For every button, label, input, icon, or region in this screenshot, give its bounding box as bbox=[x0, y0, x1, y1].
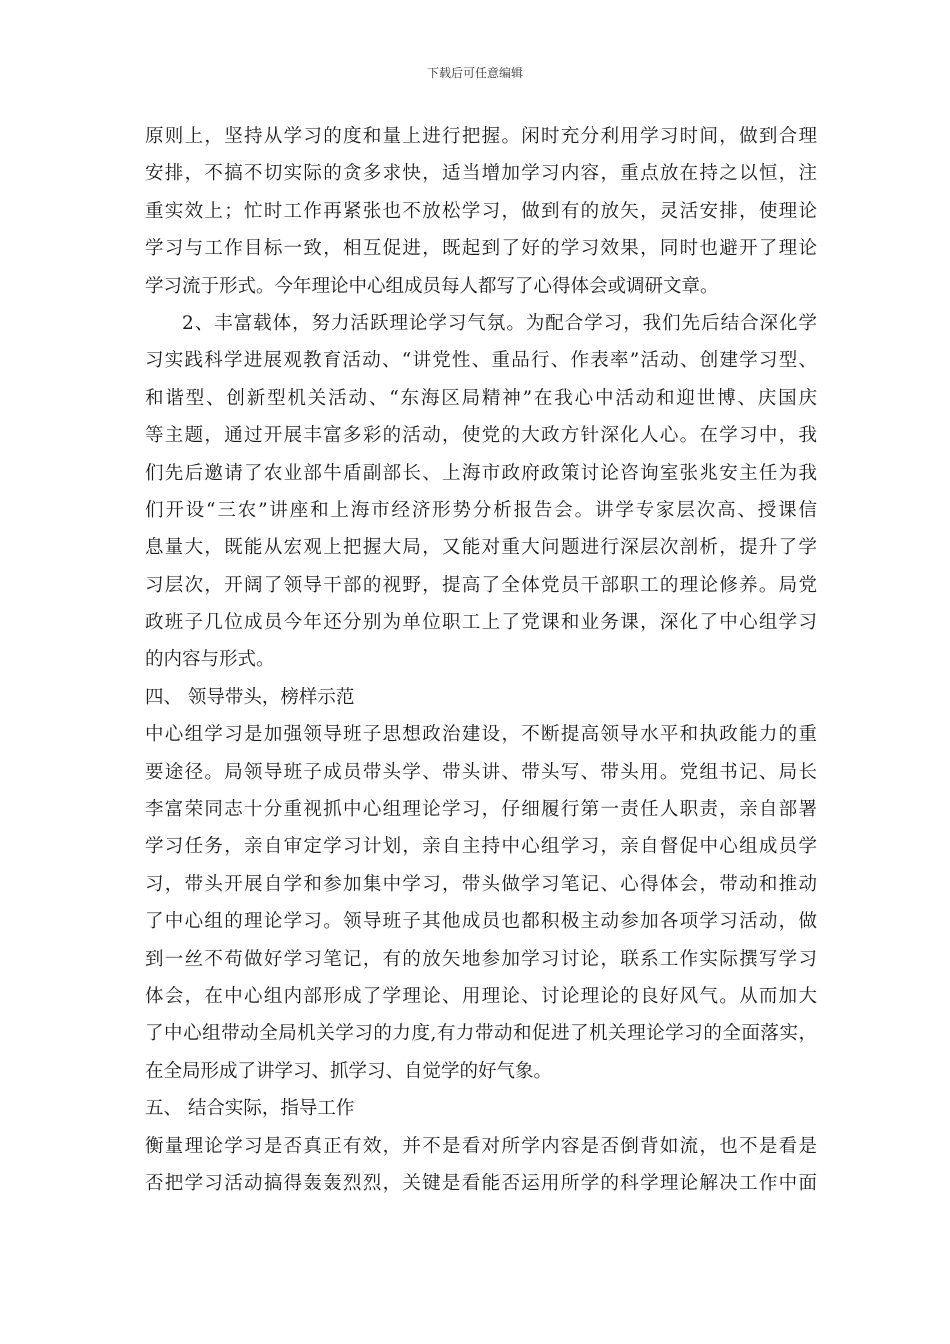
text-line: 和谐型、创新型机关活动、“东海区局精神”在我心中活动和迎世博、庆国庆 bbox=[145, 387, 817, 409]
text-line: 2、丰富载体，努力活跃理论学习气氛。为配合学习，我们先后结合深化学 bbox=[182, 312, 817, 334]
text-line: 要途径。局领导班子成员带头学、带头讲、带头写、带头用。党组书记、局长 bbox=[145, 761, 817, 783]
text-line: 学习与工作目标一致，相互促进，既起到了好的学习效果，同时也避开了理论 bbox=[145, 238, 817, 260]
page-header: 下载后可任意编辑 bbox=[426, 66, 523, 80]
text-line: 四、 领导带头，榜样示范 bbox=[145, 686, 355, 708]
text-line: 原则上，坚持从学习的度和量上进行把握。闲时充分利用学习时间，做到合理 bbox=[145, 126, 817, 147]
text-line: 到一丝不苟做好学习笔记，有的放矢地参加学习讨论，联系工作实际撰写学习 bbox=[145, 948, 817, 970]
text-line: 了中心组的理论学习。领导班子其他成员也都积极主动参加各项学习活动，做 bbox=[145, 911, 817, 933]
text-line: 们先后邀请了农业部牛盾副部长、上海市政府政策讨论咨询室张兆安主任为我 bbox=[145, 462, 817, 484]
text-line: 衡量理论学习是否真正有效，并不是看对所学内容是否倒背如流，也不是看是 bbox=[145, 1135, 817, 1157]
text-line: 在全局形成了讲学习、抓学习、自觉学的好气象。 bbox=[145, 1060, 553, 1082]
text-line: 五、 结合实际，指导工作 bbox=[145, 1098, 355, 1120]
text-line: 学习流于形式。今年理论中心组成员每人都写了心得体会或调研文章。 bbox=[145, 275, 719, 297]
document-body bbox=[145, 118, 817, 1202]
text-line: 安排，不搞不切实际的贪多求快，适当增加学习内容，重点放在持之以恒，注 bbox=[145, 163, 817, 185]
text-line: 中心组学习是加强领导班子思想政治建设，不断提高领导水平和执政能力的重 bbox=[145, 724, 817, 746]
text-line: 李富荣同志十分重视抓中心组理论学习，仔细履行第一责任人职责，亲自部署 bbox=[145, 799, 817, 821]
text-line: 习，带头开展自学和参加集中学习，带头做学习笔记、心得体会，带动和推动 bbox=[145, 873, 817, 895]
text-line: 们开设“三农”讲座和上海市经济形势分析报告会。讲学专家层次高、授课信 bbox=[145, 499, 817, 521]
text-line: 的内容与形式。 bbox=[145, 649, 275, 671]
text-line: 习实践科学进展观教育活动、“讲党性、重品行、作表率”活动、创建学习型、 bbox=[145, 350, 817, 372]
text-line: 等主题，通过开展丰富多彩的活动，使党的大政方针深化人心。在学习中，我 bbox=[145, 425, 817, 447]
text-line: 息量大，既能从宏观上把握大局，又能对重大问题进行深层次剖析，提升了学 bbox=[145, 537, 817, 559]
text-line: 学习任务，亲自审定学习计划，亲自主持中心组学习，亲自督促中心组成员学 bbox=[145, 836, 817, 858]
text-line: 政班子几位成员今年还分别为单位职工上了党课和业务课，深化了中心组学习 bbox=[145, 612, 817, 634]
text-line: 了中心组带动全局机关学习的力度,有力带动和促进了机关理论学习的全面落实， bbox=[145, 1023, 817, 1045]
text-line: 否把学习活动搞得轰轰烈烈，关键是看能否运用所学的科学理论解决工作中面 bbox=[145, 1172, 817, 1194]
text-line: 习层次，开阔了领导干部的视野，提高了全体党员干部职工的理论修养。局党 bbox=[145, 574, 817, 596]
text-line: 重实效上；忙时工作再紧张也不放松学习，做到有的放矢，灵活安排，使理论 bbox=[145, 200, 817, 222]
text-line: 体会，在中心组内部形成了学理论、用理论、讨论理论的良好风气。从而加大 bbox=[145, 985, 817, 1007]
